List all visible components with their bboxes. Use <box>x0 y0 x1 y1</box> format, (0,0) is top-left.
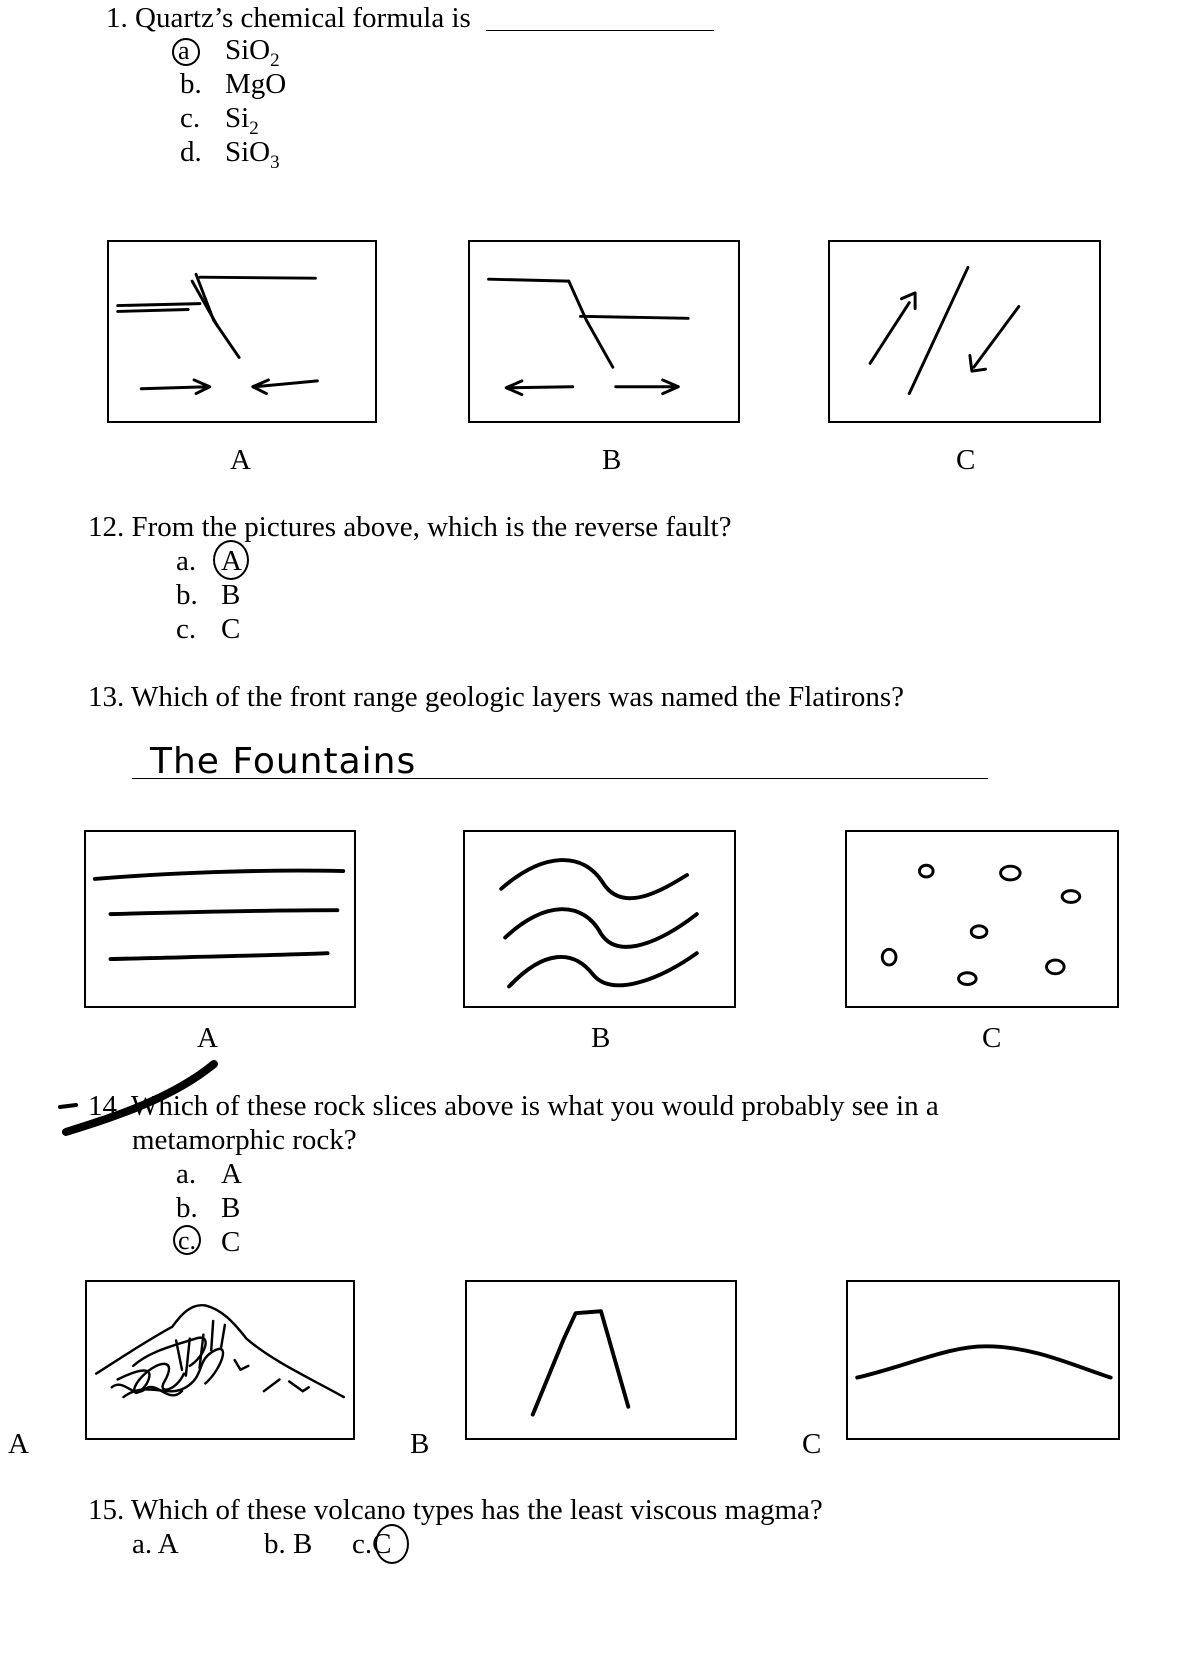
volcano-diagram-a <box>85 1280 355 1440</box>
option-letter: b. <box>176 579 198 611</box>
option-letter: a. <box>176 1158 197 1190</box>
question-12-text: 12. From the pictures above, which is the reverse fault? <box>88 511 732 543</box>
option-letter: b. <box>176 1192 198 1224</box>
question-13-answer-line <box>132 778 988 779</box>
volcano-diagram-c <box>846 1280 1120 1440</box>
option-c: c.C <box>352 1528 392 1560</box>
fault-label-a: A <box>230 444 251 476</box>
answer-circle-mark <box>375 1524 409 1564</box>
option-letter: b. <box>180 68 202 100</box>
fault-label-b: B <box>602 444 622 476</box>
rock-slice-c <box>845 830 1119 1008</box>
option-letter: c. <box>180 102 201 134</box>
volcano-diagram-b <box>465 1280 737 1440</box>
fault-diagram-a <box>107 240 377 423</box>
volcano-label-a: A <box>8 1428 29 1460</box>
fault-label-c: C <box>956 444 976 476</box>
question-1-answer-line <box>486 30 714 31</box>
option-letter: a <box>178 36 190 65</box>
option-letter: c. <box>176 613 197 645</box>
option-formula: SiO$_3$ <box>225 136 280 173</box>
answer-circle-mark <box>213 540 249 580</box>
option-formula: SiO$_2$ <box>225 34 280 71</box>
option-formula: $Si_2$ <box>225 102 259 139</box>
option-a: a. A <box>132 1528 179 1560</box>
rock-label-c: C <box>982 1022 1002 1054</box>
handwritten-answer: The Fountains <box>150 741 417 782</box>
rock-label-a: A <box>197 1022 218 1054</box>
rock-slice-b <box>463 830 736 1008</box>
fault-diagram-b <box>468 240 740 423</box>
question-14-text-line1: 14. Which of these rock slices above is what you would probably see in a <box>88 1090 939 1122</box>
option-value: A <box>221 1158 242 1190</box>
option-b: b. B <box>264 1528 313 1560</box>
option-value: C <box>221 1226 241 1258</box>
rock-label-b: B <box>591 1022 611 1054</box>
volcano-label-b: B <box>410 1428 430 1460</box>
question-14-text-line2: metamorphic rock? <box>132 1124 357 1156</box>
option-letter: a. <box>176 545 197 577</box>
answer-circle-mark <box>173 1225 201 1255</box>
option-value: C <box>221 613 241 645</box>
option-value: B <box>221 579 241 611</box>
volcano-label-c: C <box>802 1428 822 1460</box>
question-13-text: 13. Which of the front range geologic layers was named the Flatirons? <box>88 681 905 713</box>
question-15-text: 15. Which of these volcano types has the least viscous magma? <box>88 1494 823 1526</box>
option-letter: d. <box>180 136 202 168</box>
option-letter: c. <box>178 1226 197 1255</box>
fault-diagram-c <box>828 240 1101 423</box>
rock-slice-a <box>84 830 356 1008</box>
option-value: B <box>221 1192 241 1224</box>
option-formula: MgO <box>225 68 287 100</box>
question-1-text: 1. Quartz’s chemical formula is <box>106 2 471 34</box>
option-value: A <box>221 545 242 577</box>
